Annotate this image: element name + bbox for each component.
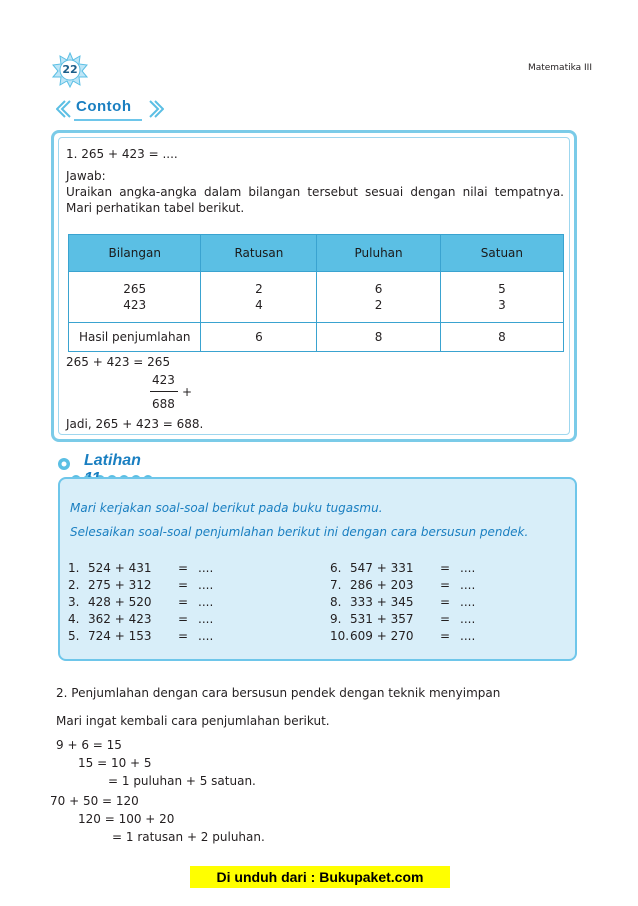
page-number: 22 <box>62 63 78 76</box>
latihan-instruction-2: Selesaikan soal-soal penjumlahan berikut ini dengan cara bersusun pendek. <box>70 525 529 539</box>
exercise-expr: 275 + 312 <box>88 578 152 592</box>
place-value-table <box>68 234 564 352</box>
exercise-expr: 333 + 345 <box>350 595 414 609</box>
cell-satuan: 3 <box>498 298 506 312</box>
explanation-line-2: Mari perhatikan tabel berikut. <box>66 201 245 215</box>
carry-line-5: 120 = 100 + 20 <box>78 812 175 826</box>
section-2-title: 2. Penjumlahan dengan cara bersusun pendek dengan teknik menyimpan <box>56 686 501 700</box>
calc-plus-sign: + <box>182 385 193 399</box>
exercise-num: 1. <box>68 561 80 575</box>
exercise-num: 9. <box>330 612 342 626</box>
exercise-num: 7. <box>330 578 342 592</box>
exercise-ans: .... <box>198 612 214 626</box>
cell-ratusan: 2 <box>255 282 263 296</box>
exercise-eq: = <box>440 612 451 626</box>
exercise-ans: .... <box>198 578 214 592</box>
exercise-eq: = <box>440 578 451 592</box>
exercise-ans: .... <box>460 595 476 609</box>
cell-number: 265 <box>123 282 147 296</box>
explanation-line-1: Uraikan angka-angka dalam bilangan tersebut sesuai dengan nilai tempatnya. <box>66 185 564 199</box>
cell-puluhan: 6 <box>374 282 383 296</box>
exercise-num: 6. <box>330 561 342 575</box>
exercise-eq: = <box>178 629 189 643</box>
exercise-expr: 524 + 431 <box>88 561 152 575</box>
exercise-num: 4. <box>68 612 80 626</box>
cell-number: 423 <box>123 298 147 312</box>
latihan-title: Latihan <box>84 452 141 469</box>
carry-line-4: 70 + 50 = 120 <box>50 794 139 808</box>
section-2-intro: Mari ingat kembali cara penjumlahan berikut. <box>56 714 330 728</box>
double-chevron-right-icon <box>148 100 164 118</box>
table-row <box>69 272 564 323</box>
exercise-eq: = <box>178 612 189 626</box>
calc-line-1: 265 + 423 = 265 <box>66 355 171 369</box>
exercise-expr: 531 + 357 <box>350 612 414 626</box>
exercise-eq: = <box>178 561 189 575</box>
exercise-ans: .... <box>198 595 214 609</box>
calc-sum-line <box>150 391 178 392</box>
header-puluhan: Puluhan <box>317 235 440 272</box>
exercise-ans: .... <box>198 629 214 643</box>
cell-satuan: 5 <box>498 282 506 296</box>
exercise-expr: 286 + 203 <box>350 578 414 592</box>
table-sum-row <box>69 323 564 352</box>
exercise-num: 2. <box>68 578 80 592</box>
calc-second-addend: 423 <box>152 373 175 387</box>
exercise-ans: .... <box>460 629 476 643</box>
exercise-ans: .... <box>460 561 476 575</box>
exercise-eq: = <box>440 629 451 643</box>
exercise-eq: = <box>178 578 189 592</box>
header-bilangan: Bilangan <box>69 235 201 272</box>
exercise-ans: .... <box>460 578 476 592</box>
exercise-eq: = <box>440 595 451 609</box>
exercise-expr: 362 + 423 <box>88 612 152 626</box>
sum-puluhan: 8 <box>317 323 440 352</box>
carry-line-6: = 1 ratusan + 2 puluhan. <box>112 830 265 844</box>
exercise-num: 3. <box>68 595 80 609</box>
calc-result: 688 <box>152 397 175 411</box>
example-conclusion: Jadi, 265 + 423 = 688. <box>66 417 204 431</box>
latihan-box <box>58 477 577 661</box>
exercise-num: 10. <box>330 629 350 643</box>
exercise-expr: 428 + 520 <box>88 595 152 609</box>
carry-line-1: 9 + 6 = 15 <box>56 738 122 752</box>
exercise-ans: .... <box>198 561 214 575</box>
contoh-title: Contoh <box>76 98 132 115</box>
download-source-banner <box>190 866 450 888</box>
exercise-expr: 724 + 153 <box>88 629 152 643</box>
exercise-expr: 547 + 331 <box>350 561 414 575</box>
exercise-ans: .... <box>460 612 476 626</box>
latihan-instruction-1: Mari kerjakan soal-soal berikut pada buku tugasmu. <box>70 501 383 515</box>
carry-line-2: 15 = 10 + 5 <box>78 756 152 770</box>
exercise-num: 8. <box>330 595 342 609</box>
exercise-eq: = <box>178 595 189 609</box>
sum-label: Hasil penjumlahan <box>69 323 201 352</box>
answer-label: Jawab: <box>66 169 106 183</box>
sum-satuan: 8 <box>440 323 563 352</box>
exercise-num: 5. <box>68 629 80 643</box>
double-chevron-left-icon <box>56 100 72 118</box>
example-box <box>51 130 577 442</box>
carry-line-3: = 1 puluhan + 5 satuan. <box>108 774 256 788</box>
table-header-row <box>69 235 564 272</box>
cell-ratusan: 4 <box>255 298 263 312</box>
cell-puluhan: 2 <box>374 298 383 312</box>
header-satuan: Satuan <box>440 235 563 272</box>
contoh-underline <box>74 119 142 121</box>
download-source-text: Di unduh dari : Bukupaket.com <box>216 869 424 885</box>
running-title: Matematika III <box>527 63 592 73</box>
page-number-badge <box>52 52 88 88</box>
exercise-eq: = <box>440 561 451 575</box>
exercise-expr: 609 + 270 <box>350 629 414 643</box>
header-ratusan: Ratusan <box>201 235 317 272</box>
example-problem: 1. 265 + 423 = .... <box>66 147 178 161</box>
sum-ratusan: 6 <box>201 323 317 352</box>
